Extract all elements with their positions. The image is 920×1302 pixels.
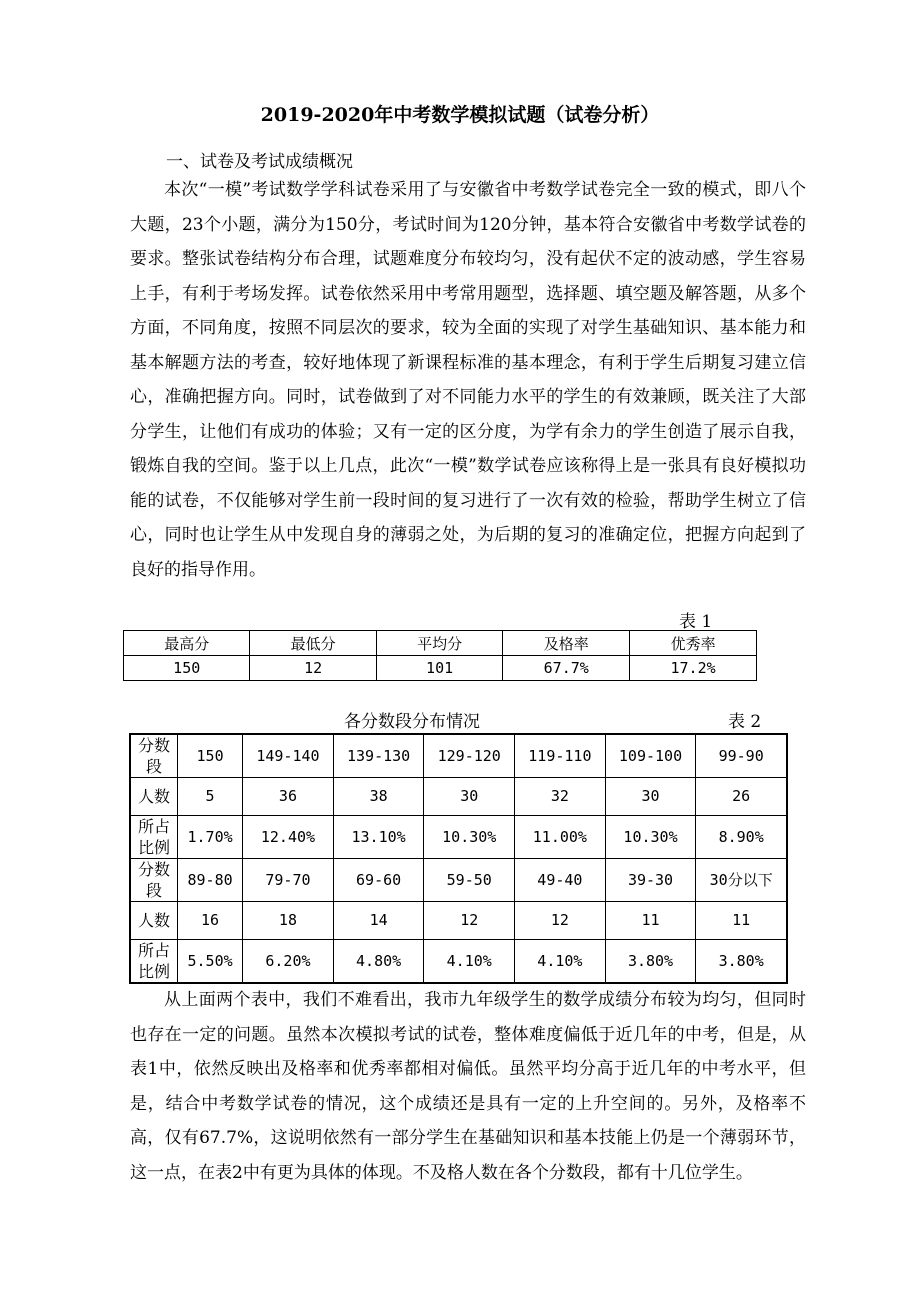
table-cell: 150	[178, 734, 243, 778]
row-label: 人数	[130, 778, 178, 816]
row-label: 人数	[130, 902, 178, 940]
table-cell: 67.7%	[503, 656, 630, 681]
row-label: 所占比例	[130, 940, 178, 984]
table-cell: 26	[696, 778, 787, 816]
table-cell: 39-30	[605, 859, 696, 902]
table-cell: 32	[515, 778, 606, 816]
table-cell: 69-60	[333, 859, 424, 902]
table-cell: 12	[250, 656, 376, 681]
table-header-cell: 及格率	[503, 631, 630, 656]
table-cell: 38	[333, 778, 424, 816]
table-row	[130, 859, 787, 902]
table-cell: 1.70%	[178, 816, 243, 859]
table-cell: 36	[243, 778, 334, 816]
table1-caption: 表 1	[679, 612, 713, 632]
table-cell: 11	[696, 902, 787, 940]
table-cell: 12.40%	[243, 816, 334, 859]
table-cell: 4.10%	[515, 940, 606, 984]
table-cell: 5	[178, 778, 243, 816]
table-cell: 3.80%	[696, 940, 787, 984]
table-row	[130, 778, 787, 816]
table-cell: 59-50	[424, 859, 515, 902]
distribution-table	[129, 733, 788, 984]
table-cell: 30	[424, 778, 515, 816]
table-header-cell: 最高分	[124, 631, 250, 656]
table-header-cell: 优秀率	[630, 631, 757, 656]
table-cell: 18	[243, 902, 334, 940]
table-cell: 10.30%	[424, 816, 515, 859]
table-cell: 89-80	[178, 859, 243, 902]
table-cell: 16	[178, 902, 243, 940]
table-header-cell: 平均分	[376, 631, 502, 656]
table-row	[130, 816, 787, 859]
table-cell: 139-130	[333, 734, 424, 778]
table-cell: 30	[605, 778, 696, 816]
table2-title: 各分数段分布情况	[344, 712, 480, 732]
table-cell: 12	[515, 902, 606, 940]
table-cell: 4.10%	[424, 940, 515, 984]
table-row	[124, 631, 757, 656]
paragraph-intro: 本次“一模”考试数学学科试卷采用了与安徽省中考数学试卷完全一致的模式，即八个大题，23个小题，满分为150分，考试时间为120分钟，基本符合安徽省中考数学试卷的要求。整张试卷结构分布合理，试题难度分布较均匀，没有起伏不定的波动感，学生容易上手，有利于考场发挥。试卷依然采用中考常用题型，选择题、填空题及解答题，从多个方面，不同角度，按照不同层次的要求，较为全面的实现了对学生基础知识、基本能力和基本解题方法的考查，较好地体现了新课程标准的基本理念，有利于学生后期复习建立信心，准确把握方向。同时，试卷做到了对不同能力水平的学生的有效兼顾，既关注了大部分学生，让他们有成功的体验；又有一定的区分度，为学有余力的学生创造了展示自我，锻炼自我的空间。鉴于以上几点，此次“一模”数学试卷应该称得上是一张具有良好模拟功能的试卷，不仅能够对学生前一段时间的复习进行了一次有效的检验，帮助学生树立了信心，同时也让学生从中发现自身的薄弱之处，为后期的复习的准确定位，把握方向起到了良好的指导作用。	[130, 180, 806, 580]
table-cell: 3.80%	[605, 940, 696, 984]
table-cell: 17.2%	[630, 656, 757, 681]
table-cell: 12	[424, 902, 515, 940]
table-header-cell: 最低分	[250, 631, 376, 656]
table2-caption: 表 2	[728, 712, 762, 732]
table-cell: 14	[333, 902, 424, 940]
table-cell: 150	[124, 656, 250, 681]
summary-table	[123, 630, 757, 681]
table-cell: 149-140	[243, 734, 334, 778]
page-title: 2019-2020年中考数学模拟试题（试卷分析）	[260, 104, 660, 126]
table-row	[130, 734, 787, 778]
row-label: 分数段	[130, 734, 178, 778]
table-cell: 5.50%	[178, 940, 243, 984]
paragraph-analysis: 从上面两个表中，我们不难看出，我市九年级学生的数学成绩分布较为均匀，但同时也存在一定的问题。虽然本次模拟考试的试卷，整体难度偏低于近几年的中考，但是，从表1中，依然反映出及格率和优秀率都相对偏低。虽然平均分高于近几年的中考水平，但是，结合中考数学试卷的情况，这个成绩还是具有一定的上升空间的。另外，及格率不高，仅有67.7%，这说明依然有一部分学生在基础知识和基本技能上仍是一个薄弱环节，这一点，在表2中有更为具体的体现。不及格人数在各个分数段，都有十几位学生。	[130, 990, 806, 1183]
table-cell: 99-90	[696, 734, 787, 778]
table-cell: 79-70	[243, 859, 334, 902]
table-cell: 49-40	[515, 859, 606, 902]
table-row	[124, 656, 757, 681]
section-heading: 一、试卷及考试成绩概况	[166, 152, 353, 172]
table-cell: 101	[376, 656, 502, 681]
table-cell: 13.10%	[333, 816, 424, 859]
table-cell: 119-110	[515, 734, 606, 778]
table-cell: 109-100	[605, 734, 696, 778]
table-cell: 4.80%	[333, 940, 424, 984]
table-cell: 30分以下	[696, 859, 787, 902]
row-label: 分数段	[130, 859, 178, 902]
table-cell: 6.20%	[243, 940, 334, 984]
table-row	[130, 902, 787, 940]
table-cell: 10.30%	[605, 816, 696, 859]
row-label: 所占比例	[130, 816, 178, 859]
table-cell: 11	[605, 902, 696, 940]
table-cell: 8.90%	[696, 816, 787, 859]
table-cell: 129-120	[424, 734, 515, 778]
table-row	[130, 940, 787, 984]
table-cell: 11.00%	[515, 816, 606, 859]
